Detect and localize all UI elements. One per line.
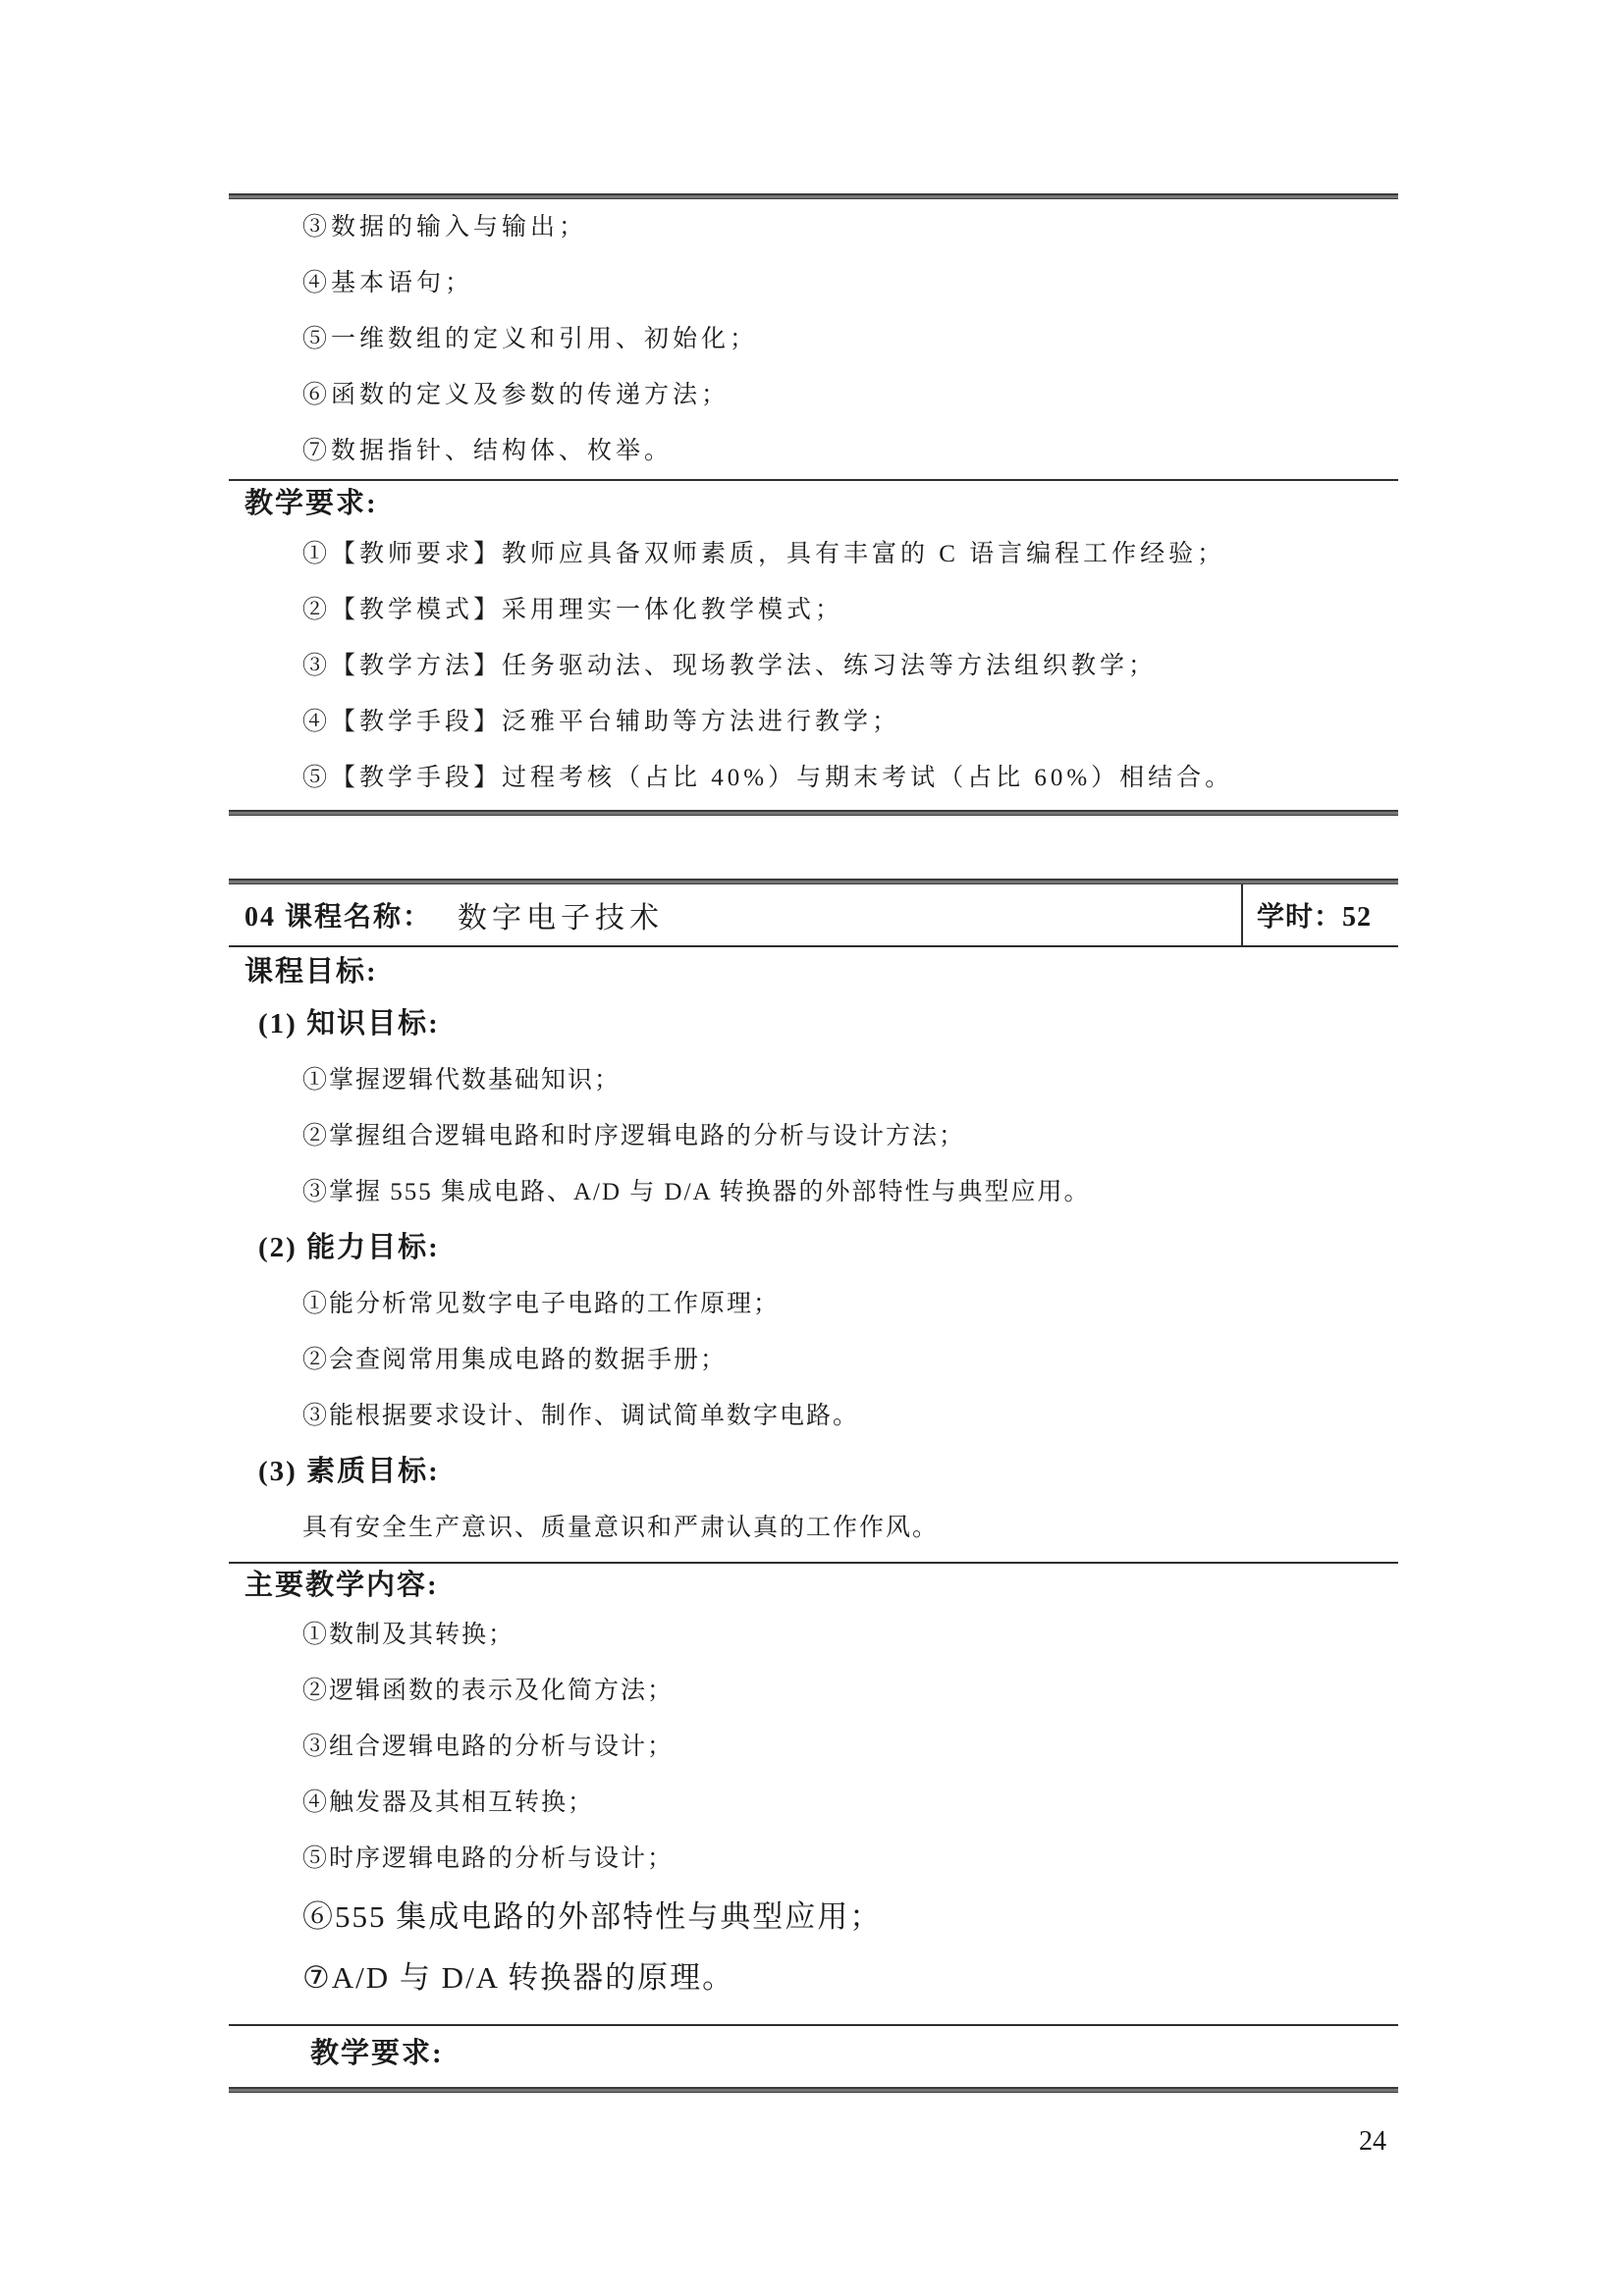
goal-item: 具有安全生产意识、质量意识和严肃认真的工作作风。 (302, 1515, 940, 1541)
content-item: ②逻辑函数的表示及化简方法； (302, 1678, 675, 1704)
course-header-row (229, 884, 1398, 947)
content-item: ⑥函数的定义及参数的传递方法； (302, 382, 731, 408)
goal-item: ②掌握组合逻辑电路和时序逻辑电路的分析与设计方法； (302, 1123, 966, 1149)
table-bottom-border (229, 810, 1398, 816)
requirement-item: ③【教学方法】任务驱动法、现场教学法、练习法等方法组织教学； (302, 653, 1158, 679)
main-content-heading: 主要教学内容: (244, 1570, 439, 1601)
goal-item: ①掌握逻辑代数基础知识； (302, 1067, 622, 1094)
content-item: ④触发器及其相互转换； (302, 1789, 595, 1816)
requirement-item: ⑤【教学手段】过程考核（占比 40%）与期末考试（占比 60%）相结合。 (302, 765, 1234, 791)
content-item: ①数制及其转换； (302, 1622, 515, 1648)
teaching-requirements-heading: 教学要求: (310, 2038, 444, 2069)
content-item: ③组合逻辑电路的分析与设计； (302, 1734, 675, 1760)
course-hours: 学时：52 (1257, 902, 1373, 933)
content-item: ⑥555 集成电路的外部特性与典型应用； (302, 1899, 883, 1934)
course-number-label: 04 课程名称： (244, 902, 433, 933)
knowledge-goals-section (229, 996, 1398, 1220)
course-name: 数字电子技术 (458, 902, 665, 934)
teaching-requirements-heading: 教学要求: (244, 488, 378, 519)
course-title-cell (229, 884, 1241, 945)
requirement-item: ②【教学模式】采用理实一体化教学模式； (302, 597, 844, 623)
requirement-item: ④【教学手段】泛雅平台辅助等方法进行教学； (302, 709, 901, 735)
content-item: ⑦数据指针、结构体、枚举。 (302, 438, 674, 464)
quality-goals-section (229, 1444, 1398, 1556)
course-04-table (229, 879, 1398, 2093)
goal-item: ③掌握 555 集成电路、A/D 与 D/A 转换器的外部特性与典型应用。 (302, 1179, 1091, 1205)
content-item: ⑤一维数组的定义和引用、初始化； (302, 326, 759, 352)
ability-goals-section (229, 1220, 1398, 1444)
goal-item: ①能分析常见数字电子电路的工作原理； (302, 1291, 781, 1317)
teaching-requirements-list (229, 526, 1398, 806)
course-hours-cell (1241, 884, 1398, 945)
content-item: ⑦A/D 与 D/A 转换器的原理。 (302, 1960, 735, 1995)
goal-item: ③能根据要求设计、制作、调试简单数字电路。 (302, 1403, 860, 1429)
previous-course-table (229, 193, 1398, 816)
content-item: ③数据的输入与输出； (302, 214, 588, 240)
main-content-list (229, 1607, 1398, 2008)
content-item: ④基本语句； (302, 270, 474, 296)
course-goals-heading: 课程目标: (244, 956, 378, 988)
goal-section-title: (2) 能力目标: (258, 1232, 440, 1263)
content-item: ⑤时序逻辑电路的分析与设计； (302, 1845, 675, 1872)
goal-item: ②会查阅常用集成电路的数据手册； (302, 1347, 728, 1373)
goal-section-title: (3) 素质目标: (258, 1456, 440, 1487)
requirement-item: ①【教师要求】教师应具备双师素质，具有丰富的 C 语言编程工作经验； (302, 541, 1226, 567)
goal-section-title: (1) 知识目标: (258, 1008, 440, 1040)
page-number: 24 (1359, 2126, 1386, 2157)
table-bottom-border (229, 2087, 1398, 2093)
main-content-list (229, 199, 1398, 479)
